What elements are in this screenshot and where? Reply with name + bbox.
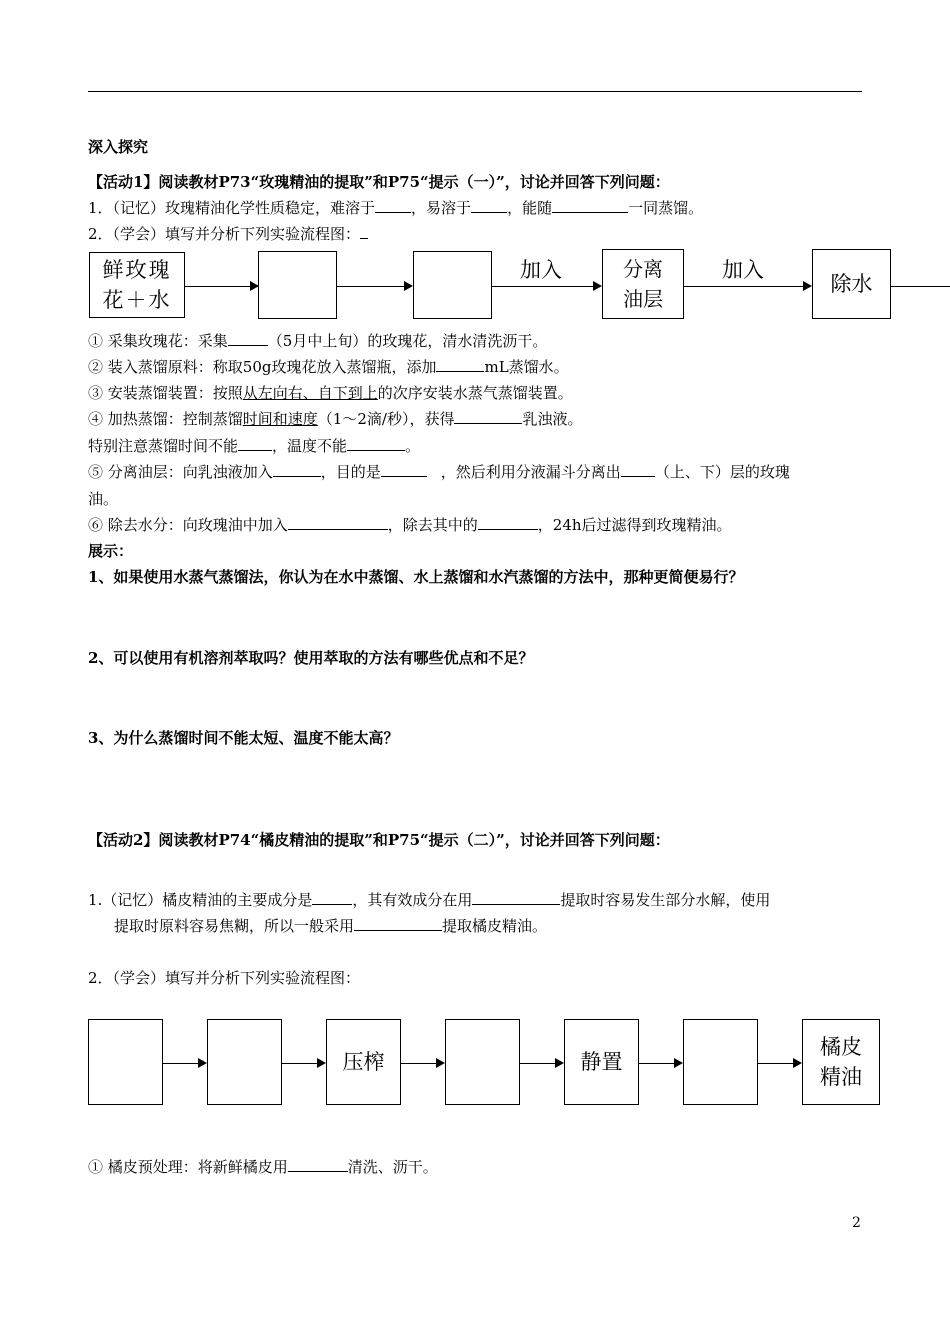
flow2-arrow — [639, 1063, 681, 1064]
activity2-q1-cont: 提取时原料容易焦糊，所以一般采用 提取橘皮精油。 — [114, 917, 548, 935]
activity1-q1: 1．（记忆）玫瑰精油化学性质稳定，难溶于 ，易溶于 ，能随 一同蒸馏。 — [88, 199, 704, 217]
flow2-box-blank[interactable] — [683, 1019, 758, 1105]
flow2-arrow — [282, 1063, 324, 1064]
answer-blank[interactable] — [621, 462, 655, 477]
flow1-arrow — [492, 286, 600, 287]
discussion-q2: 2、可以使用有机溶剂萃取吗？使用萃取的方法有哪些优点和不足？ — [88, 649, 534, 667]
answer-blank[interactable] — [436, 357, 484, 372]
flow2-box-blank[interactable] — [207, 1019, 282, 1105]
discussion-q1: 1、如果使用水蒸气蒸馏法，你认为在水中蒸馏、水上蒸馏和水汽蒸馏的方法中，那种更简便易行？ — [88, 568, 744, 586]
orange-step1: ① 橘皮预处理：将新鲜橘皮用 清洗、沥干。 — [88, 1158, 438, 1176]
rose-step5-cont: 油。 — [88, 490, 119, 508]
answer-blank[interactable] — [552, 198, 628, 213]
flow1-arrow — [185, 286, 257, 287]
answer-blank[interactable] — [228, 331, 268, 346]
rose-step2: ② 装入蒸馏原料：称取50g玫瑰花放入蒸馏瓶，添加 mL蒸馏水。 — [88, 358, 569, 376]
answer-blank[interactable] — [478, 515, 538, 530]
flow1-box-dewater: 除水 — [812, 249, 891, 319]
flow1-box-raw-material: 鲜玫瑰 花＋水 — [89, 252, 185, 318]
rose-step4-note: 特别注意蒸馏时间不能 ，温度不能 。 — [88, 437, 421, 455]
flow2-box-orange-oil: 橘皮 精油 — [802, 1019, 880, 1105]
flow1-box-separate: 分离 油层 — [602, 249, 684, 319]
rose-step4: ④ 加热蒸馏：控制蒸馏时间和速度（1～2滴/秒），获得 乳浊液。 — [88, 410, 583, 428]
activity2-q2: 2．（学会）填写并分析下列实验流程图： — [88, 969, 361, 987]
answer-blank[interactable] — [347, 436, 405, 451]
rose-step6: ⑥ 除去水分：向玫瑰油中加入 ，除去其中的 ，24h后过滤得到玫瑰精油。 — [88, 516, 732, 534]
answer-blank[interactable] — [312, 890, 352, 905]
answer-blank[interactable] — [381, 462, 427, 477]
flow2-box-settle: 静置 — [564, 1019, 639, 1105]
show-heading: 展示： — [88, 542, 134, 560]
flow2-arrow — [163, 1063, 205, 1064]
flow1-box-blank[interactable] — [258, 251, 337, 319]
section-heading: 深入探究 — [88, 138, 149, 156]
answer-blank[interactable] — [354, 916, 442, 931]
answer-blank[interactable] — [471, 198, 507, 213]
flow2-box-press: 压榨 — [326, 1019, 401, 1105]
activity1-q2: 2．（学会）填写并分析下列实验流程图： — [88, 224, 368, 244]
activity1-title: 【活动1】阅读教材P73“玫瑰精油的提取”和P75“提示（一）”，讨论并回答下列问题： — [88, 173, 670, 191]
flow1-label-add: 加入 — [520, 258, 562, 282]
answer-blank[interactable] — [288, 515, 388, 530]
answer-blank[interactable] — [273, 462, 321, 477]
flow1-arrow — [891, 286, 950, 287]
header-rule — [88, 91, 862, 92]
activity2-title: 【活动2】阅读教材P74“橘皮精油的提取”和P75“提示（二）”，讨论并回答下列问题： — [88, 831, 670, 849]
answer-blank[interactable] — [375, 198, 411, 213]
rose-step3: ③ 安装蒸馏装置：按照从左向右、自下到上的次序安装水蒸气蒸馏装置。 — [88, 384, 573, 402]
flow1-arrow — [337, 286, 411, 287]
flow1-label-add: 加入 — [722, 258, 764, 282]
rose-step1: ① 采集玫瑰花：采集 （5月中上旬）的玫瑰花，清水清洗沥干。 — [88, 332, 548, 350]
flow1-arrow — [684, 286, 810, 287]
discussion-q3: 3、为什么蒸馏时间不能太短、温度不能太高？ — [88, 729, 399, 747]
flow2-arrow — [401, 1063, 443, 1064]
answer-blank[interactable] — [238, 436, 272, 451]
answer-blank[interactable] — [454, 409, 522, 424]
page-number: 2 — [852, 1215, 861, 1231]
rose-step5: ⑤ 分离油层：向乳浊液加入 ，目的是 ，然后利用分液漏斗分离出 （上、下）层的玫瑰 — [88, 463, 790, 481]
answer-blank[interactable] — [288, 1157, 348, 1172]
flow2-box-blank[interactable] — [88, 1019, 163, 1105]
flow2-arrow — [758, 1063, 800, 1064]
flow2-box-blank[interactable] — [445, 1019, 520, 1105]
answer-blank[interactable] — [472, 890, 560, 905]
flow1-box-blank[interactable] — [413, 251, 492, 319]
activity2-q1: 1.（记忆）橘皮精油的主要成分是 ，其有效成分在用 提取时容易发生部分水解，使用 — [88, 891, 771, 909]
flow2-arrow — [520, 1063, 562, 1064]
